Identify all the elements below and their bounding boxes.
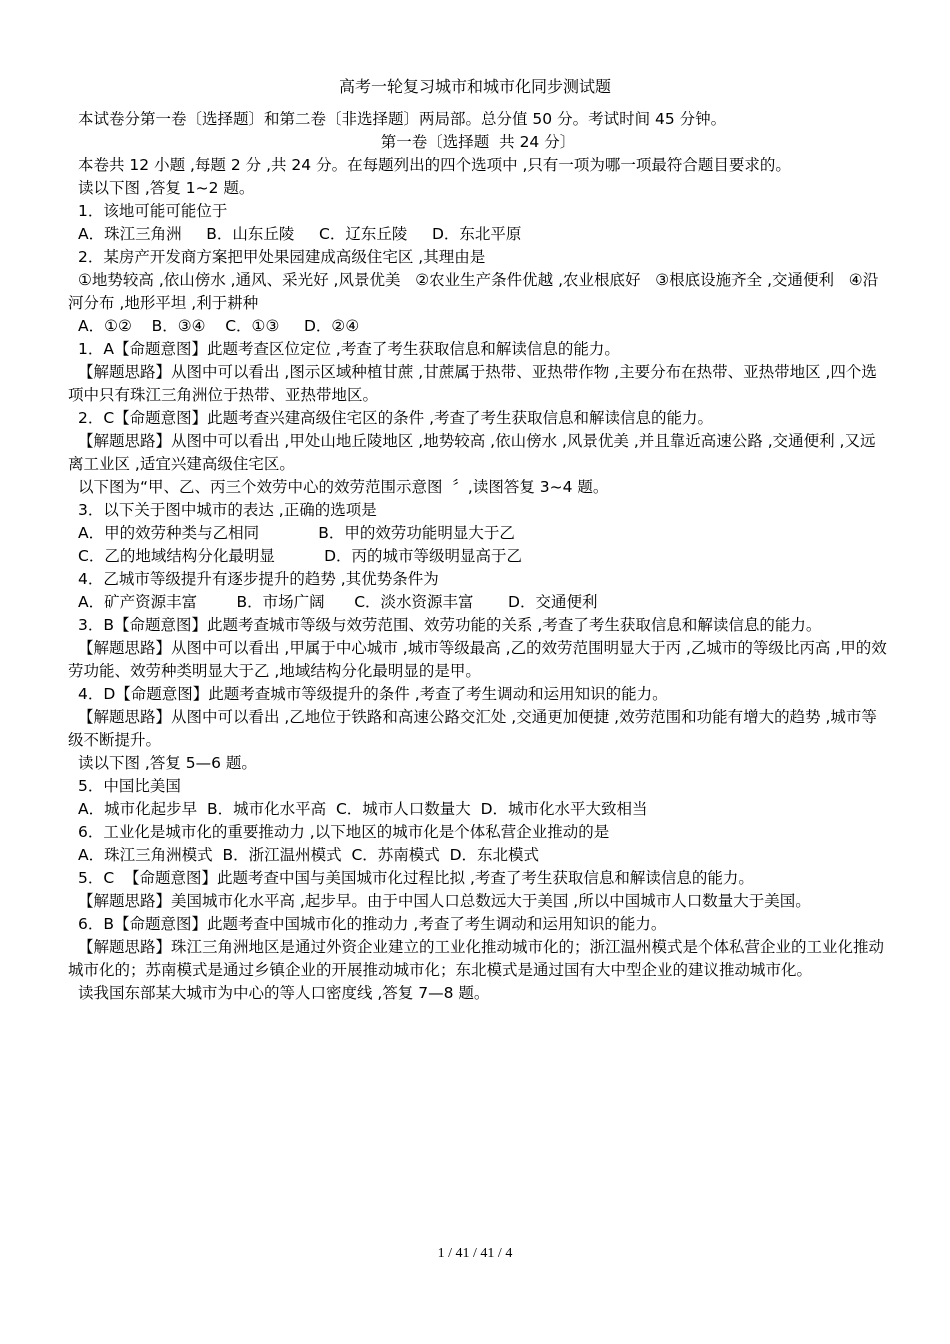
text-line: 2．某房产开发商方案把甲处果园建成高级住宅区 ,其理由是 [78, 248, 486, 266]
text-line: 1．A【命题意图】此题考查区位定位 ,考查了考生获取信息和解读信息的能力。 [78, 340, 620, 358]
text-line: 读我国东部某大城市为中心的等人口密度线 ,答复 7—8 题。 [78, 984, 490, 1002]
text-line: 5．中国比美国 [78, 777, 181, 795]
text-line: 6．B【命题意图】此题考查中国城市化的推动力 ,考查了考生调动和运用知识的能力。 [78, 915, 667, 933]
text-line: 【解题思路】从图中可以看出 ,乙地位于铁路和高速公路交汇处 ,交通更加便捷 ,效劳范围和功能有增大的趋势 ,城市等级不断提升。 [68, 708, 877, 749]
text-line: 以下图为“甲、乙、丙三个效劳中心的效劳范围示意图 〞,读图答复 3~4 题。 [78, 478, 609, 496]
text-line: 4．D【命题意图】此题考查城市等级提升的条件 ,考查了考生调动和运用知识的能力。 [78, 685, 668, 703]
text-line: A．甲的效劳种类与乙相同 B．甲的效劳功能明显大于乙 [78, 524, 515, 542]
text-line: 【解题思路】从图中可以看出 ,甲属于中心城市 ,城市等级最高 ,乙的效劳范围明显大于丙 ,乙城市的等级比丙高 ,甲的效劳功能、效劳种类明显大于乙 ,地域结构分化最明显的是甲。 [68, 639, 887, 680]
text-line: 【解题思路】从图中可以看出 ,甲处山地丘陵地区 ,地势较高 ,依山傍水 ,风景优美 ,并且靠近高速公路 ,交通便利 ,又远离工业区 ,适宜兴建高级住宅区。 [68, 432, 876, 473]
text-line: 读以下图 ,答复 5—6 题。 [78, 754, 257, 772]
text-line: A．城市化起步早 B．城市化水平高 C．城市人口数量大 D．城市化水平大致相当 [78, 800, 648, 818]
text-line: 1．该地可能可能位于 [78, 202, 228, 220]
text-line: A．珠江三角洲 B．山东丘陵 C．辽东丘陵 D．东北平原 [78, 225, 522, 243]
text-line: A．珠江三角洲模式 B．浙江温州模式 C．苏南模式 D．东北模式 [78, 846, 540, 864]
text-line: 本试卷分第一卷〔选择题〕和第二卷〔非选择题〕两局部。总分值 50 分。考试时间 45 分钟。 [78, 110, 727, 128]
document-body [68, 108, 888, 1005]
text-line: 3．B【命题意图】此题考查城市等级与效劳范围、效劳功能的关系 ,考查了考生获取信息和解读信息的能力。 [78, 616, 822, 634]
text-line: C．乙的地域结构分化最明显 D．丙的城市等级明显高于乙 [78, 547, 523, 565]
text-line: 本卷共 12 小题 ,每题 2 分 ,共 24 分。在每题列出的四个选项中 ,只有一项为哪一项最符合题目要求的。 [78, 156, 791, 174]
document-title: 高考一轮复习城市和城市化同步测试题 [338, 77, 611, 96]
text-line: A．矿产资源丰富 B．市场广阔 C．淡水资源丰富 D．交通便利 [78, 593, 598, 611]
text-line: ①地势较高 ,依山傍水 ,通风、采光好 ,风景优美 ②农业生产条件优越 ,农业根底好 ③根底设施齐全 ,交通便利 ④沿河分布 ,地形平坦 ,利于耕种 [68, 271, 879, 312]
text-line: 【解题思路】珠江三角洲地区是通过外资企业建立的工业化推动城市化的；浙江温州模式是个体私营企业的工业化推动城市化的；苏南模式是通过乡镇企业的开展推动城市化；东北模式是通过国有大中型企业的建议推动城市化。 [68, 938, 885, 979]
page-footer: 1 / 41 / 41 / 4 [437, 1246, 513, 1261]
text-line: 3．以下关于图中城市的表达 ,正确的选项是 [78, 501, 377, 519]
text-line: 2．C【命题意图】此题考查兴建高级住宅区的条件 ,考查了考生获取信息和解读信息的能力。 [78, 409, 714, 427]
text-line: 【解题思路】从图中可以看出 ,图示区域种植甘蔗 ,甘蔗属于热带、亚热带作物 ,主要分布在热带、亚热带地区 ,四个选项中只有珠江三角洲位于热带、亚热带地区。 [68, 363, 877, 404]
text-line: 5．C 【命题意图】此题考查中国与美国城市化过程比拟 ,考查了考生获取信息和解读信息的能力。 [78, 869, 754, 887]
text-line: A．①② B．③④ C．①③ D．②④ [78, 317, 360, 335]
text-line: 读以下图 ,答复 1~2 题。 [78, 179, 255, 197]
text-line: 4．乙城市等级提升有逐步提升的趋势 ,其优势条件为 [78, 570, 439, 588]
text-line: 第一卷〔选择题 共 24 分〕 [380, 133, 576, 151]
text-line: 【解题思路】美国城市化水平高 ,起步早。由于中国人口总数远大于美国 ,所以中国城市人口数量大于美国。 [78, 892, 811, 910]
text-line: 6．工业化是城市化的重要推动力 ,以下地区的城市化是个体私营企业推动的是 [78, 823, 610, 841]
